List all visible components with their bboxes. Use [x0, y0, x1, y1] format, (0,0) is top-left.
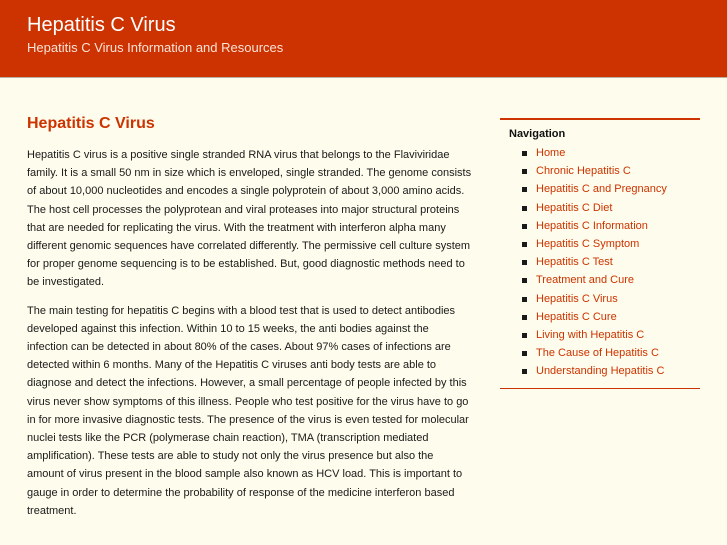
nav-link-hepatitis-c-test[interactable]: Hepatitis C Test — [536, 256, 613, 269]
site-header — [0, 0, 727, 77]
nav-item-hepatitis-c-and-pregnancy — [500, 180, 700, 198]
bullet-icon — [522, 224, 527, 229]
bullet-icon — [522, 369, 527, 374]
nav-link-hepatitis-c-virus[interactable]: Hepatitis C Virus — [536, 292, 618, 305]
bullet-icon — [522, 315, 527, 320]
bullet-icon — [522, 206, 527, 211]
nav-item-hepatitis-c-test — [500, 253, 700, 271]
nav-link-hepatitis-c-and-pregnancy[interactable]: Hepatitis C and Pregnancy — [536, 183, 667, 196]
nav-item-treatment-and-cure — [500, 271, 700, 289]
site-title-link[interactable]: Hepatitis C Virus — [27, 14, 176, 36]
nav-link-hepatitis-c-diet[interactable]: Hepatitis C Diet — [536, 201, 613, 214]
nav-item-home — [500, 144, 700, 162]
bullet-icon — [522, 169, 527, 174]
nav-item-living-with-hepatitis-c — [500, 326, 700, 344]
nav-list — [500, 144, 700, 380]
bullet-icon — [522, 260, 527, 265]
nav-link-chronic-hepatitis-c[interactable]: Chronic Hepatitis C — [536, 165, 631, 178]
nav-item-understanding-hepatitis-c — [500, 362, 700, 380]
nav-link-the-cause-of-hepatitis-c[interactable]: The Cause of Hepatitis C — [536, 347, 659, 360]
nav-item-the-cause-of-hepatitis-c — [500, 344, 700, 362]
page-title: Hepatitis C Virus — [27, 115, 155, 132]
nav-item-hepatitis-c-symptom — [500, 235, 700, 253]
nav-link-understanding-hepatitis-c[interactable]: Understanding Hepatitis C — [536, 365, 665, 378]
nav-item-hepatitis-c-information — [500, 217, 700, 235]
nav-link-hepatitis-c-symptom[interactable]: Hepatitis C Symptom — [536, 237, 640, 250]
bullet-icon — [522, 278, 527, 283]
nav-item-hepatitis-c-cure — [500, 308, 700, 326]
bullet-icon — [522, 351, 527, 356]
sidebar-navigation — [500, 118, 700, 389]
nav-link-hepatitis-c-information[interactable]: Hepatitis C Information — [536, 219, 648, 232]
bullet-icon — [522, 333, 527, 338]
bullet-icon — [522, 297, 527, 302]
nav-item-hepatitis-c-diet — [500, 199, 700, 217]
nav-link-living-with-hepatitis-c[interactable]: Living with Hepatitis C — [536, 328, 645, 341]
bullet-icon — [522, 187, 527, 192]
nav-item-chronic-hepatitis-c — [500, 162, 700, 180]
nav-link-home[interactable]: Home — [536, 147, 566, 159]
main-content — [27, 114, 472, 530]
nav-item-hepatitis-c-virus — [500, 290, 700, 308]
nav-link-hepatitis-c-cure[interactable]: Hepatitis C Cure — [536, 310, 617, 323]
site-tagline: Hepatitis C Virus Information and Resources — [27, 40, 284, 55]
header-divider — [0, 77, 727, 78]
bullet-icon — [522, 151, 527, 156]
article-paragraph: The main testing for hepatitis C begins with a blood test that is used to detect antibodies developed against this infection. Within 10 to 15 weeks, the anti bodies against the infection can be detected in about 80% of the cases. About 97% cases of infections are detected within 6 months. Many of the Hepatitis C viruses anti body tests are able to diagnose and detect the infections. However, a small percentage of people infected by this virus never show symptoms of this illness. People who test positive for the virus have to go in for more invasive diagnostic tests. The presence of the virus is even tested for molecular nuclei tests like the PCR (polymerase chain reaction), TMA (transcription mediated amplification). These tests are able to study not only the virus presence but also the amount of virus present in the blood sample also known as HCV load. This is important to gauge in order to determine the probability of response of the medicine interferon based treatment. — [27, 304, 469, 517]
sidebar-heading: Navigation — [509, 128, 566, 140]
article-paragraph: Hepatitis C virus is a positive single stranded RNA virus that belongs to the Flaviviridae family. It is a small 50 nm in size which is enveloped, single stranded. The genome consists of about 10,000 nucleotides and encodes a single polyprotein of about 3,000 amino acids. The host cell processes the polyprotean and viral proteases into major structural proteins that are needed for replicating the virus. With the treatment with interferon alpha many different genomic sequences have correlated differently. The permissive cell culture system for proper genome sequencing is to be established. But, good diagnostic methods need to be investigated. — [27, 149, 472, 289]
nav-link-treatment-and-cure[interactable]: Treatment and Cure — [536, 274, 635, 287]
bullet-icon — [522, 242, 527, 247]
